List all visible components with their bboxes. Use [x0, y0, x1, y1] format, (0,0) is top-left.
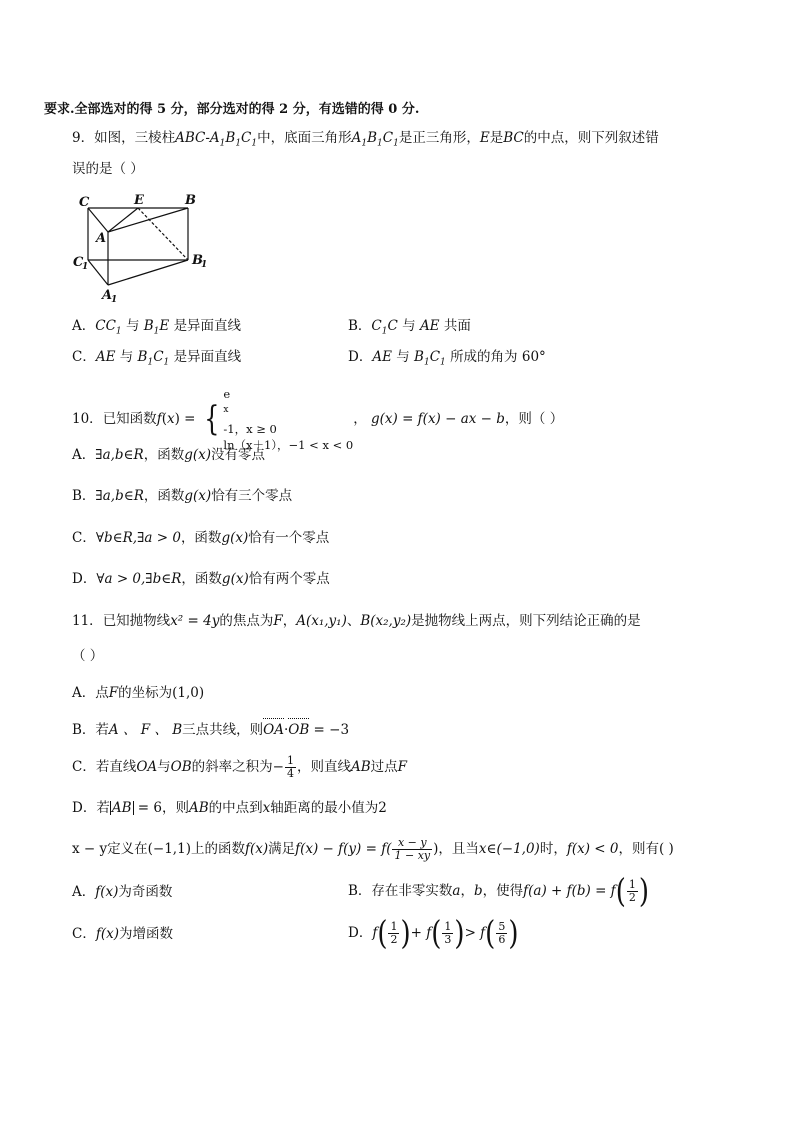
option-ab: AB: [350, 759, 371, 775]
q12-text-c: 满足: [268, 841, 296, 857]
q11-text-d: 是抛物线上两点，则下列结论正确的是: [411, 613, 641, 629]
option-g: g(x): [184, 447, 212, 463]
fraction-1-2: [388, 921, 399, 946]
option-label: D．: [72, 571, 97, 587]
q11-stem-line2: （ ）: [72, 648, 104, 664]
fraction-den: 6: [498, 933, 506, 946]
option-text: 与: [157, 759, 171, 775]
q9-prism-figure: [70, 190, 220, 305]
label-C: C: [79, 195, 90, 210]
option-x: x: [262, 800, 271, 816]
option-label: B．: [348, 883, 372, 899]
q12-domain: (−1,1): [147, 841, 191, 857]
option-ab: AB: [189, 800, 209, 816]
label-B1: B: [192, 253, 203, 268]
q9-text-c: 是正三角形，: [398, 130, 480, 146]
q10-option-d[interactable]: [72, 570, 330, 588]
q11-text-b: 的焦点为: [219, 613, 274, 629]
q9-bc: BC: [503, 130, 524, 146]
q10-gdef: g(x) = f(x) − ax − b: [371, 410, 505, 427]
option-text: 过点: [370, 759, 398, 775]
option-text: 若: [95, 722, 109, 738]
q9-e: E: [479, 130, 490, 146]
option-label: B．: [72, 488, 96, 504]
option-f: F: [108, 685, 119, 701]
label-A1-sub: 1: [111, 295, 118, 305]
option-text: 三点共线，则: [182, 722, 264, 738]
option-text: ，则: [162, 800, 189, 816]
q12-text-d: ，且当: [438, 841, 479, 857]
q11-option-c[interactable]: [72, 752, 407, 782]
option-b: b: [473, 883, 483, 899]
gt-f: > f: [464, 925, 486, 941]
option-math: ∀a > 0,∃b∈R: [96, 571, 182, 587]
fraction-5-6: [496, 921, 507, 946]
option-label: A．: [72, 318, 96, 334]
q12-option-d[interactable]: D．f( $\frac{1}{2}$ )+ f( $\frac{1}{3}$ )> f( $\frac{5}{6}$ ): [348, 914, 519, 953]
option-label: C．: [72, 926, 96, 942]
q12-number: x − y: [72, 841, 108, 857]
minus-sign: −: [272, 759, 284, 775]
option-text: 是异面直线: [173, 349, 242, 365]
option-g: g(x): [221, 530, 249, 546]
option-label: A．: [72, 685, 96, 701]
option-math: ∃a,b∈R: [95, 488, 144, 504]
fraction-den: 3: [444, 933, 452, 946]
option-text: 若: [96, 800, 110, 816]
option-label: D．: [348, 925, 373, 941]
q10-text-c: ，则（ ）: [504, 410, 564, 427]
q9-text-b: 中，底面三角形: [257, 130, 352, 146]
fraction-num: 1: [628, 878, 636, 891]
q12-eq-right: ): [433, 841, 439, 857]
fraction-den: 1 − xy: [394, 849, 431, 862]
option-text: 的中点到: [208, 800, 263, 816]
q9-stem: 9．如图，三棱柱ABC-$A_1B_1C_1$中，底面三角形$A_1B_1C_1$是正三角形，E是BC的中点，则下列叙述错: [72, 130, 659, 149]
dot-op: ·: [283, 722, 289, 738]
q9-option-b[interactable]: B．$C_1C$ 与 AE 共面: [348, 318, 471, 337]
q9-option-d[interactable]: D．AE 与 $B_1C_1$ 所成的角为 60°: [348, 349, 546, 368]
option-text: 恰有两个零点: [248, 571, 330, 587]
q12-neg: f(x) < 0: [566, 841, 619, 857]
fraction-num: 1: [286, 754, 294, 767]
q9-stem-line2: 误的是（ ）: [72, 161, 144, 177]
option-f: f(x): [95, 926, 119, 942]
q9-text-e: 的中点，则下列叙述错: [523, 130, 659, 146]
q12-fx: f(x): [244, 841, 269, 857]
option-text: 若直线: [95, 759, 137, 775]
label-C1-sub: 1: [82, 262, 89, 272]
q11-text-c: ，: [282, 613, 297, 629]
option-f: f: [372, 925, 378, 941]
q9-text-a: 如图，三棱柱: [94, 130, 176, 146]
q12-fraction: [392, 837, 432, 862]
q10-text-a: 已知函数: [102, 410, 157, 427]
option-label: B．: [348, 318, 372, 334]
edge-AE: [108, 208, 138, 232]
q12-stem: [72, 834, 674, 864]
option-label: D．: [72, 800, 97, 816]
option-text: 与: [119, 349, 134, 365]
q12-cond: x∈(−1,0): [478, 841, 540, 857]
fraction-one-quarter: [285, 755, 296, 780]
option-label: C．: [72, 759, 96, 775]
option-text: 共面: [443, 318, 471, 334]
option-points: A 、 F 、 B: [108, 722, 183, 738]
plus-f: + f: [410, 925, 432, 941]
edge-CA: [88, 208, 108, 232]
option-label: A．: [72, 884, 96, 900]
option-g: g(x): [184, 488, 212, 504]
fraction-num: x − y: [392, 837, 432, 850]
q12-text-b: 上的函数: [190, 841, 245, 857]
fraction-num: 1: [390, 920, 398, 933]
abs-ab: AB: [111, 800, 132, 816]
q12-text-a: 定义在: [107, 841, 148, 857]
option-text: 为奇函数: [118, 884, 173, 900]
fraction-num: 5: [498, 920, 506, 933]
q10-stem: 10．已知函数f(x) = { e $^x$ -1，x ≥ 0 ln（x＋1），−1 < x < 0 ， g(x) = f(x) − ax − b，则（ ）: [72, 387, 564, 452]
option-label: A．: [72, 447, 96, 463]
vector-oa: OA: [263, 722, 284, 738]
q10-option-c[interactable]: [72, 529, 329, 547]
q12-option-b[interactable]: B．存在非零实数a，b，使得f(a) + f(b) = f( $\frac{1}{2}$ ): [348, 872, 649, 911]
q10-option-a[interactable]: [72, 446, 265, 464]
q9-prism: ABC-A: [175, 130, 220, 146]
q11-point-b: B(x₂,y₂): [360, 613, 412, 629]
label-A: A: [96, 231, 107, 246]
edge-A1B1: [108, 260, 188, 285]
label-A1: A: [102, 288, 113, 303]
option-text: 是异面直线: [173, 318, 242, 334]
vector-ob: OB: [288, 722, 310, 738]
option-eq: = −3: [313, 722, 350, 738]
case2: ln（x＋1），−1 < x < 0: [223, 437, 354, 452]
option-text: 所成的角为 60°: [450, 349, 546, 365]
edge-AB: [108, 208, 188, 232]
q10-number: 10．: [72, 410, 103, 427]
option-text: 存在非零实数: [371, 883, 453, 899]
option-eq: f(a) + f(b) = f: [523, 883, 616, 899]
q10-piecewise: e $^x$ -1，x ≥ 0 ln（x＋1），−1 < x < 0: [223, 387, 354, 452]
q12-text-e: 时，: [539, 841, 567, 857]
option-text: 点: [95, 685, 109, 701]
q12-option-a[interactable]: [72, 883, 172, 901]
fraction-1-3: [442, 921, 453, 946]
q11-option-d[interactable]: [72, 799, 387, 817]
option-g: g(x): [221, 571, 249, 587]
fraction-half: [627, 879, 638, 904]
option-f: F: [397, 759, 408, 775]
fraction-den: 2: [390, 933, 398, 946]
q9-text-d: 是: [489, 130, 504, 146]
q11-stem: [72, 612, 641, 630]
fraction-den: 4: [286, 767, 294, 780]
label-E: E: [134, 193, 144, 208]
option-coord: (1,0): [172, 685, 205, 701]
label-B: B: [185, 193, 196, 208]
q11-option-b[interactable]: [72, 721, 349, 739]
label-C1: C: [73, 255, 84, 270]
case1-base: e: [223, 387, 231, 401]
option-label: D．: [348, 349, 373, 365]
option-text: ，函数: [143, 488, 185, 504]
q11-text-a: 已知抛物线: [102, 613, 171, 629]
label-B1-sub: 1: [201, 260, 208, 270]
case1-rest: -1，x ≥ 0: [223, 421, 277, 436]
option-text: 轴距离的最小值为: [270, 800, 379, 816]
option-text: 与: [396, 349, 410, 365]
option-text: 的斜率之积为: [191, 759, 273, 775]
option-oa: OA: [136, 759, 158, 775]
q12-option-c[interactable]: [72, 925, 173, 943]
option-text: ，函数: [143, 447, 185, 463]
option-eq: = 6: [137, 800, 162, 816]
option-text: ，函数: [180, 530, 222, 546]
option-text: 与: [125, 318, 140, 334]
option-text: 恰有一个零点: [248, 530, 330, 546]
option-math: ∃a,b∈R: [95, 447, 144, 463]
q11-point-a: A(x₁,y₁): [296, 613, 347, 629]
option-comma: ，: [460, 883, 474, 899]
option-value: 2: [378, 800, 387, 816]
q10-text-b: ，: [353, 410, 367, 427]
q12-text-f: ，则有( ): [618, 841, 674, 857]
q11-sep: 、: [346, 613, 361, 629]
fraction-num: 1: [444, 920, 452, 933]
q11-option-a[interactable]: [72, 684, 204, 702]
option-text: ，使得: [482, 883, 524, 899]
q11-number: 11．: [72, 613, 103, 629]
option-text: 与: [402, 318, 416, 334]
q9-option-a[interactable]: A．$CC_1$ 与 $B_1E$ 是异面直线: [72, 318, 242, 337]
option-text: ，则直线: [296, 759, 351, 775]
option-text: 的坐标为: [118, 685, 173, 701]
q9-option-c[interactable]: C．AE 与 $B_1C_1$ 是异面直线: [72, 349, 242, 368]
option-label: C．: [72, 349, 96, 365]
q9-number: 9．: [72, 130, 95, 146]
option-text: 没有零点: [211, 447, 266, 463]
edge-C1A1: [88, 260, 108, 285]
section-instruction: 要求.全部选对的得 5 分，部分选对的得 2 分，有选错的得 0 分.: [44, 102, 420, 117]
q10-option-b[interactable]: [72, 487, 292, 505]
option-a: a: [452, 883, 461, 899]
option-text: 恰有三个零点: [211, 488, 293, 504]
option-label: C．: [72, 530, 96, 546]
option-ob: OB: [170, 759, 192, 775]
fraction-den: 2: [628, 891, 636, 904]
option-text: ，函数: [181, 571, 222, 587]
option-text: 为增函数: [119, 926, 173, 942]
option-f: f(x): [95, 884, 119, 900]
option-label: B．: [72, 722, 96, 738]
q12-eq-left: f(x) − f(y) = f(: [295, 841, 392, 857]
option-math: ∀b∈R,∃a > 0: [95, 530, 181, 546]
q11-f: F: [273, 613, 283, 629]
q11-eq: x² = 4y: [170, 613, 220, 629]
